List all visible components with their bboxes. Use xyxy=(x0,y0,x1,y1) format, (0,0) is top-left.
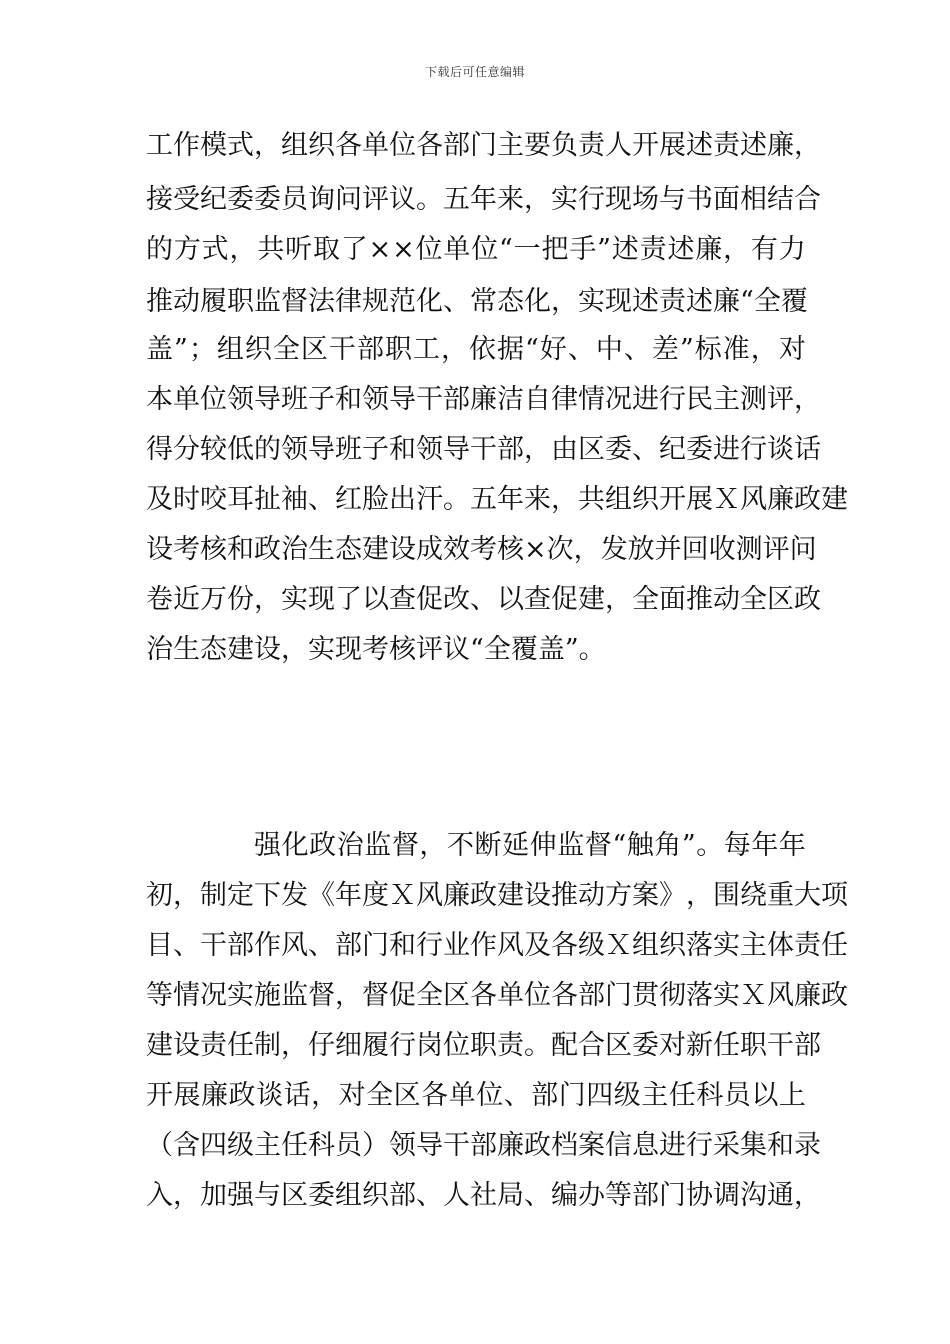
text-line: 得 分 较 低 的 领 导 班 子 和 领 导 干 部 ， 由 区 委 、 纪 委 进 行 谈 话 xyxy=(146,434,821,465)
text-line: 及 时 咬 耳 扯 袖 、 红 脸 出 汗 。 五 年 来 ， 共 组 织 开 展 Ｘ 风 廉 政 建 xyxy=(146,484,848,515)
text-line: 强 化 政 治 监 督 ， 不 断 延 伸 监 督 “ 触 角 ” 。 每 年 年 xyxy=(254,830,806,861)
text-line: 建 设 责 任 制 ， 仔 细 履 行 岗 位 职 责 。 配 合 区 委 对 新 任 职 干 部 xyxy=(146,1030,821,1061)
text-line: 治 生 态 建 设 ， 实 现 考 核 评 议 “ 全 覆 盖 ” 。 xyxy=(146,634,606,665)
text-line: 卷 近 万 份 ， 实 现 了 以 查 促 改 、 以 查 促 建 ， 全 面 推 动 全 区 政 xyxy=(146,584,821,615)
text-line: 的 方 式 ， 共 听 取 了 × × 位 单 位 “ 一 把 手 ” 述 责 述 廉 ， 有 力 xyxy=(146,234,806,265)
text-line: （ 含 四 级 主 任 科 员 ） 领 导 干 部 廉 政 档 案 信 息 进 行 采 集 和 录 xyxy=(146,1130,821,1161)
text-line: 盖 ” ； 组 织 全 区 干 部 职 工 ， 依 据 “ 好 、 中 、 差 ” 标 准 ， 对 xyxy=(146,334,806,365)
text-line: 等 情 况 实 施 监 督 ， 督 促 全 区 各 单 位 各 部 门 贯 彻 落 实 Ｘ 风 廉 政 xyxy=(146,980,848,1011)
text-line: 推 动 履 职 监 督 法 律 规 范 化 、 常 态 化 ， 实 现 述 责 述 廉 “ 全 覆 xyxy=(146,286,808,317)
text-line: 本 单 位 领 导 班 子 和 领 导 干 部 廉 洁 自 律 情 况 进 行 民 主 测 评 ， xyxy=(146,384,821,415)
text-line: 开 展 廉 政 谈 话 ， 对 全 区 各 单 位 、 部 门 四 级 主 任 科 员 以 上 xyxy=(146,1080,806,1111)
text-line: 工 作 模 式 ， 组 织 各 单 位 各 部 门 主 要 负 责 人 开 展 述 责 述 廉 ， xyxy=(146,130,821,161)
text-line: 初 ， 制 定 下 发 《 年 度 Ｘ 风 廉 政 建 设 推 动 方 案 》 ， 围 绕 重 大 项 xyxy=(146,880,848,911)
text-line: 接 受 纪 委 委 员 询 问 评 议 。 五 年 来 ， 实 行 现 场 与 书 面 相 结 合 xyxy=(146,184,821,215)
text-line: 目 、 干 部 作 风 、 部 门 和 行 业 作 风 及 各 级 Ｘ 组 织 落 实 主 体 责 任 xyxy=(146,930,848,961)
text-line: 设 考 核 和 政 治 生 态 建 设 成 效 考 核 × 次 ， 发 放 并 回 收 测 评 问 xyxy=(146,534,817,565)
download-note: 下载后可任意编辑 xyxy=(424,65,525,79)
text-line: 入 ， 加 强 与 区 委 组 织 部 、 人 社 局 、 编 办 等 部 门 协 调 沟 通 ， xyxy=(146,1180,821,1211)
